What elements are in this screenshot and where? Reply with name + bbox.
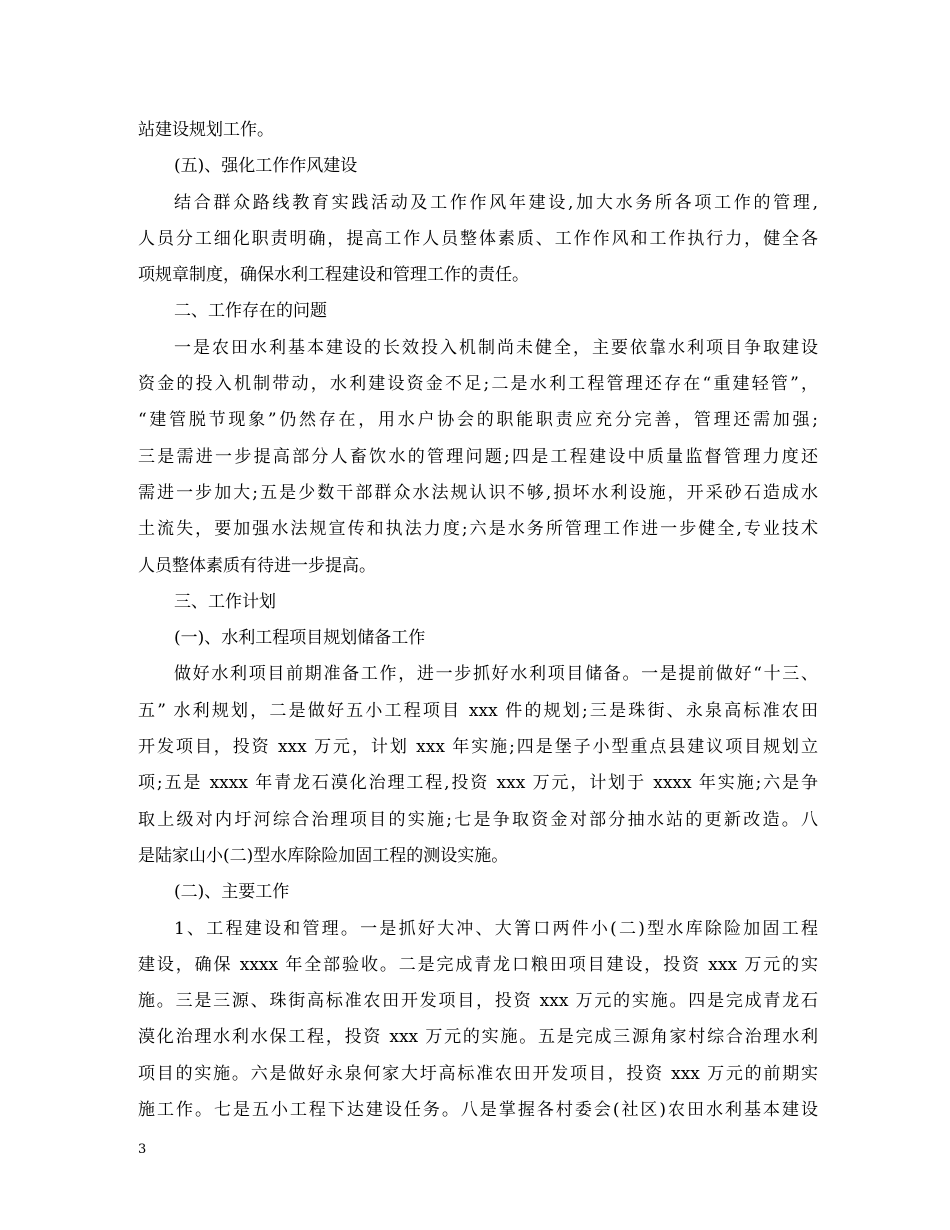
text-line: 项目的实施。六是做好永泉何家大圩高标准农田开发项目，投资 xxx 万元的前期实 — [138, 1063, 818, 1084]
text-line: 开发项目，投资 xxx 万元，计划 xxx 年实施;四是堡子小型重点县建议项目规划立 — [138, 737, 818, 758]
text-line: 施工作。七是五小工程下达建设任务。八是掌握各村委会(社区)农田水利基本建设 — [138, 1100, 818, 1121]
text-line: 项;五是 xxxx 年青龙石漠化治理工程,投资 xxx 万元，计划于 xxxx 年实施;六是争 — [138, 773, 818, 794]
section-heading: (一)、水利工程项目规划储备工作 — [174, 628, 426, 649]
text-line: 做好水利项目前期准备工作，进一步抓好水利项目储备。一是提前做好“十三、 — [174, 664, 818, 685]
text-line: 1、工程建设和管理。一是抓好大冲、大箐口两件小(二)型水库除险加固工程 — [174, 918, 818, 939]
text-line: 三是需进一步提高部分人畜饮水的管理问题;四是工程建设中质量监督管理力度还 — [138, 446, 818, 467]
text-line: 站建设规划工作。 — [138, 120, 274, 140]
text-line: 资金的投入机制带动，水利建设资金不足;二是水利工程管理还存在“重建轻管”， — [138, 374, 818, 395]
section-heading: 二、工作存在的问题 — [174, 301, 327, 322]
text-line: 一是农田水利基本建设的长效投入机制尚未健全，主要依靠水利项目争取建设 — [174, 337, 818, 358]
section-heading: (二)、主要工作 — [174, 882, 290, 903]
text-line: 项规章制度，确保水利工程建设和管理工作的责任。 — [138, 265, 529, 286]
page-number: 3 — [138, 1142, 147, 1157]
document-body — [138, 112, 818, 1128]
text-line: 建设，确保 xxxx 年全部验收。二是完成青龙口粮田项目建设，投资 xxx 万元的实 — [138, 954, 818, 975]
text-line: 需进一步加大;五是少数干部群众水法规认识不够,损坏水利设施，开采砂石造成水 — [138, 482, 818, 503]
text-line: 结合群众路线教育实践活动及工作作风年建设,加大水务所各项工作的管理, — [174, 192, 818, 213]
section-heading: 三、工作计划 — [174, 591, 276, 612]
text-line: 土流失，要加强水法规宣传和执法力度;六是水务所管理工作进一步健全,专业技术 — [138, 519, 818, 540]
text-line: 是陆家山小(二)型水库除险加固工程的测设实施。 — [138, 845, 509, 866]
text-line: 五” 水利规划，二是做好五小工程项目 xxx 件的规划;三是珠街、永泉高标准农田 — [138, 700, 818, 721]
text-line: 施。三是三源、珠街高标准农田开发项目，投资 xxx 万元的实施。四是完成青龙石 — [138, 991, 818, 1012]
text-line: 取上级对内圩河综合治理项目的实施;七是争取资金对部分抽水站的更新改造。八 — [138, 809, 818, 830]
text-line: 人员分工细化职责明确，提高工作人员整体素质、工作作风和工作执行力，健全各 — [138, 228, 818, 249]
text-line: 漠化治理水利水保工程，投资 xxx 万元的实施。五是完成三源角家村综合治理水利 — [138, 1027, 818, 1048]
text-line: “建管脱节现象”仍然存在，用水户协会的职能职责应充分完善，管理还需加强; — [138, 410, 818, 431]
section-heading: (五)、强化工作作风建设 — [174, 156, 358, 177]
text-line: 人员整体素质有待进一步提高。 — [138, 555, 376, 576]
